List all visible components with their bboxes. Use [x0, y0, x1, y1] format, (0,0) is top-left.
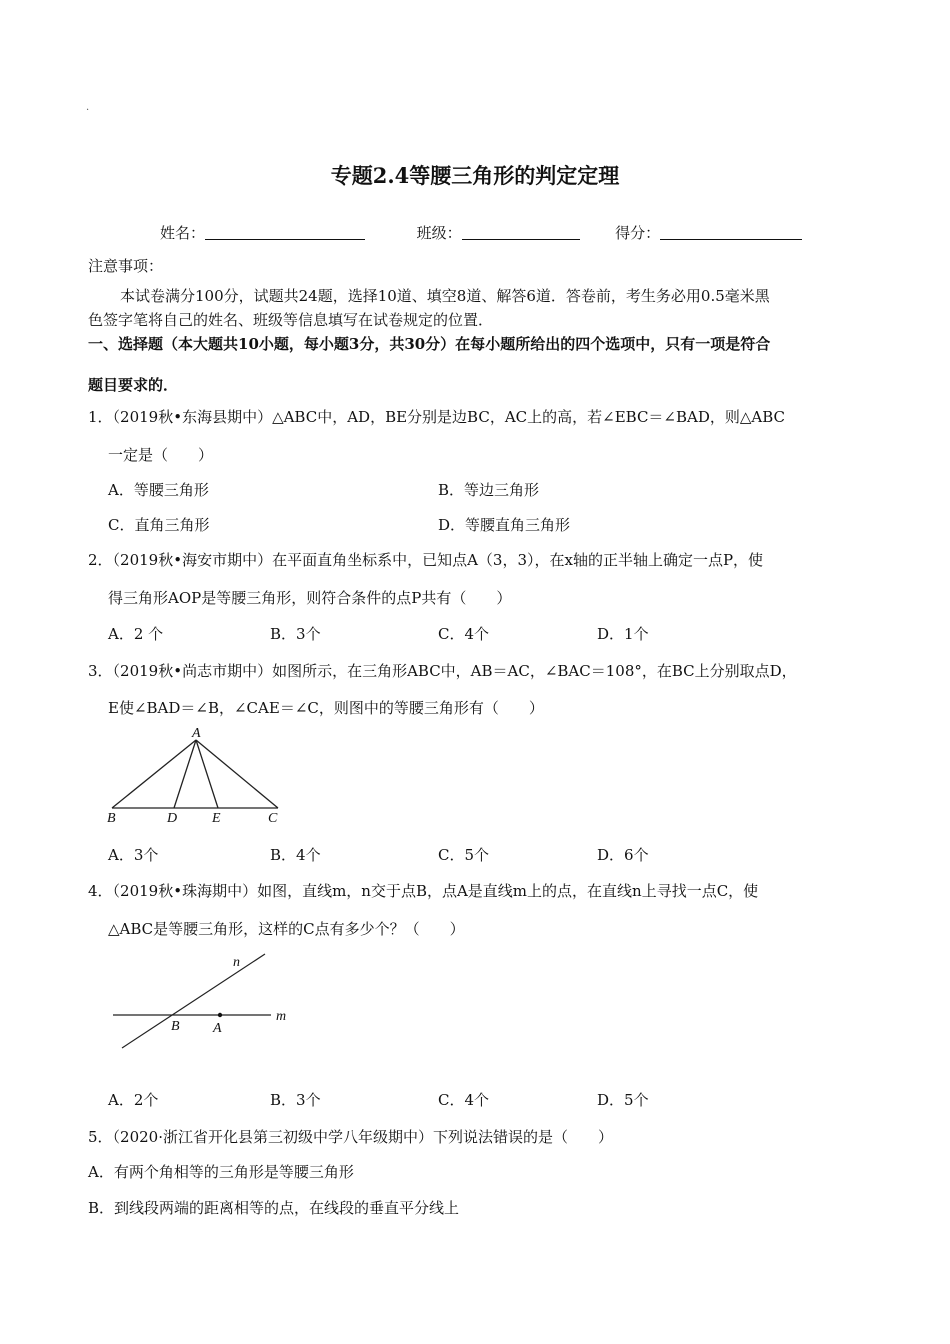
notice-line-1: 本试卷满分100分，试题共24题，选择10道、填空8道、解答6道．答卷前，考生务必用0.5毫米黑 — [120, 287, 770, 305]
question-4-option-a[interactable]: A．2个 — [108, 1091, 159, 1109]
label-n: n — [233, 955, 240, 970]
question-2-option-c[interactable]: C．4个 — [438, 625, 490, 643]
segment-ac — [196, 740, 278, 808]
section-heading-line-1: 一、选择题（本大题共10小题，每小题3分，共30分）在每小题所给出的四个选项中，只有一项是符合 — [88, 335, 771, 353]
question-1-option-a[interactable]: A．等腰三角形 — [108, 481, 209, 499]
question-4-option-b[interactable]: B．3个 — [270, 1091, 321, 1109]
question-2-option-d[interactable]: D．1个 — [597, 625, 649, 643]
question-4-option-d[interactable]: D．5个 — [597, 1091, 649, 1109]
question-3-option-b[interactable]: B．4个 — [270, 846, 321, 864]
segment-ad — [174, 740, 196, 808]
notice-line-2: 色签字笔将自己的姓名、班级等信息填写在试卷规定的位置． — [88, 311, 494, 329]
question-4-option-c[interactable]: C．4个 — [438, 1091, 490, 1109]
label-d: D — [167, 811, 178, 826]
student-info-row — [160, 222, 802, 243]
notice-heading: 注意事项： — [88, 257, 164, 275]
label-m: m — [276, 1009, 287, 1024]
question-2-option-a[interactable]: A．2 个 — [108, 625, 164, 643]
lines-figure — [105, 948, 305, 1058]
label-b: B — [171, 1019, 180, 1034]
name-label: 姓名： — [160, 224, 206, 242]
segment-ab — [112, 740, 196, 808]
question-3-option-a[interactable]: A．3个 — [108, 846, 159, 864]
question-2-option-b[interactable]: B．3个 — [270, 625, 321, 643]
question-1-option-b[interactable]: B．等边三角形 — [438, 481, 540, 499]
question-4-line-2: △ABC是等腰三角形，这样的C点有多少个？（ ） — [108, 920, 465, 938]
section-heading-line-2: 题目要求的． — [88, 376, 179, 394]
line-n — [122, 954, 265, 1048]
question-4-line-1: 4．（2019秋•珠海期中）如图，直线m，n交于点B，点A是直线m上的点，在直线n上寻找一点C，使 — [88, 882, 759, 900]
page-title: 专题2.4等腰三角形的判定定理 — [330, 163, 620, 188]
question-1-option-d[interactable]: D．等腰直角三角形 — [438, 516, 571, 534]
question-1-option-c[interactable]: C．直角三角形 — [108, 516, 210, 534]
question-1-line-2: 一定是（ ） — [108, 446, 214, 464]
question-3-option-d[interactable]: D．6个 — [597, 846, 649, 864]
question-5-option-a[interactable]: A．有两个角相等的三角形是等腰三角形 — [88, 1163, 354, 1181]
label-a: A — [192, 726, 201, 741]
label-a: A — [213, 1021, 222, 1036]
corner-mark: . — [86, 102, 90, 113]
label-b: B — [107, 811, 116, 826]
label-e: E — [212, 811, 221, 826]
question-5-option-b[interactable]: B．到线段两端的距离相等的点，在线段的垂直平分线上 — [88, 1199, 460, 1217]
point-a — [218, 1013, 222, 1017]
class-label: 班级： — [416, 224, 462, 242]
segment-ae — [196, 740, 218, 808]
question-3-option-c[interactable]: C．5个 — [438, 846, 490, 864]
name-field[interactable] — [205, 225, 365, 240]
score-label: 得分： — [615, 224, 661, 242]
question-1-line-1: 1．（2019秋•东海县期中）△ABC中，AD，BE分别是边BC，AC上的高，若∠EBC＝∠BAD，则△ABC — [88, 408, 786, 426]
class-field[interactable] — [462, 225, 580, 240]
question-3-line-1: 3．（2019秋•尚志市期中）如图所示，在三角形ABC中，AB＝AC，∠BAC＝108°，在BC上分别取点D， — [88, 662, 797, 680]
question-5-line-1: 5．（2020·浙江省开化县第三初级中学八年级期中）下列说法错误的是（ ） — [88, 1128, 613, 1146]
label-c: C — [268, 811, 278, 826]
question-2-line-1: 2．（2019秋•海安市期中）在平面直角坐标系中，已知点A（3，3），在x轴的正半轴上确定一点P，使 — [88, 551, 764, 569]
question-2-line-2: 得三角形AOP是等腰三角形，则符合条件的点P共有（ ） — [108, 589, 512, 607]
score-field[interactable] — [660, 225, 802, 240]
question-3-line-2: E使∠BAD＝∠B，∠CAE＝∠C，则图中的等腰三角形有（ ） — [108, 699, 544, 717]
triangle-figure — [100, 722, 300, 826]
